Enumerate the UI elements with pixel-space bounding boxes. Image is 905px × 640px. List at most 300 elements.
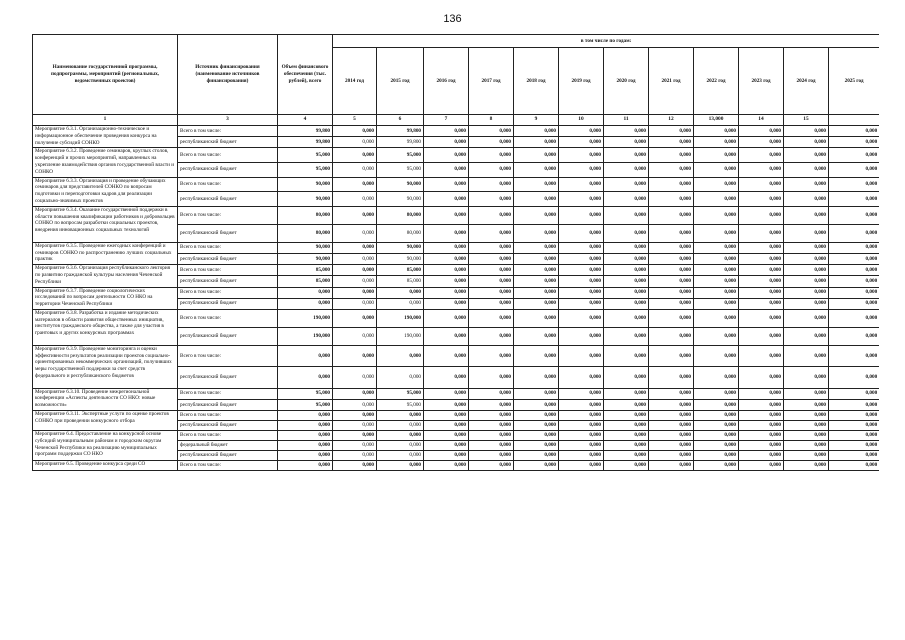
year-value: 0,000 [829, 206, 880, 224]
year-value: 0,000 [694, 177, 739, 192]
year-value: 0,000 [694, 411, 739, 421]
year-value: 0,000 [649, 137, 694, 148]
year-value: 0,000 [829, 367, 880, 388]
year-value: 190,000 [377, 309, 424, 327]
funding-source: Всего в том числе: [178, 411, 278, 421]
year-value: 0,000 [649, 253, 694, 264]
year-value: 0,000 [424, 411, 469, 421]
year-value: 0,000 [377, 345, 424, 366]
year-value: 0,000 [514, 441, 559, 451]
funding-source: республиканский бюджет [178, 451, 278, 461]
year-value: 0,000 [604, 253, 649, 264]
year-value: 0,000 [469, 126, 514, 137]
year-value: 0,000 [829, 411, 880, 421]
year-value: 0,000 [469, 309, 514, 327]
year-value: 0,000 [829, 309, 880, 327]
funding-source: федеральный бюджет [178, 441, 278, 451]
year-value: 0,000 [514, 451, 559, 461]
year-value: 0,000 [469, 177, 514, 192]
year-value: 0,000 [829, 327, 880, 345]
year-value: 0,000 [469, 411, 514, 421]
funding-source: Всего в том числе: [178, 242, 278, 253]
year-value: 0,000 [739, 276, 784, 287]
funding-source: республиканский бюджет [178, 253, 278, 264]
year-value: 0,000 [739, 367, 784, 388]
year-value: 0,000 [604, 224, 649, 242]
year-value: 0,000 [604, 461, 649, 471]
table-row [33, 242, 880, 253]
year-value: 0,000 [739, 451, 784, 461]
year-value: 0,000 [739, 206, 784, 224]
header-year: 2018 год [514, 48, 559, 115]
year-value: 0,000 [333, 411, 377, 421]
year-value: 0,000 [649, 431, 694, 441]
year-value: 0,000 [829, 421, 880, 431]
year-value: 0,000 [559, 441, 604, 451]
year-value: 0,000 [559, 253, 604, 264]
year-value: 0,000 [514, 137, 559, 148]
total-value: 0,000 [278, 411, 333, 421]
year-value: 0,000 [333, 137, 377, 148]
funding-source: Всего в том числе: [178, 287, 278, 298]
year-value: 0,000 [829, 298, 880, 309]
year-value: 0,000 [469, 148, 514, 163]
year-value: 0,000 [469, 206, 514, 224]
year-value: 0,000 [469, 441, 514, 451]
year-value: 0,000 [829, 242, 880, 253]
index-cell: 3 [178, 115, 278, 126]
year-value: 0,000 [739, 242, 784, 253]
year-value: 90,000 [377, 192, 424, 207]
year-value: 0,000 [829, 192, 880, 207]
year-value: 0,000 [739, 388, 784, 399]
year-value: 0,000 [694, 441, 739, 451]
table-row [33, 126, 880, 137]
year-value: 0,000 [469, 399, 514, 410]
year-value: 0,000 [469, 265, 514, 276]
year-value: 90,000 [377, 253, 424, 264]
year-value: 0,000 [784, 287, 829, 298]
year-value: 0,000 [649, 162, 694, 177]
year-value: 0,000 [604, 242, 649, 253]
year-value: 0,000 [739, 298, 784, 309]
year-value: 0,000 [424, 345, 469, 366]
year-value: 0,000 [424, 224, 469, 242]
year-value: 0,000 [784, 421, 829, 431]
year-value: 0,000 [333, 287, 377, 298]
total-value: 95,000 [278, 388, 333, 399]
year-value: 0,000 [559, 206, 604, 224]
year-value: 0,000 [424, 388, 469, 399]
year-value: 0,000 [469, 192, 514, 207]
total-value: 0,000 [278, 287, 333, 298]
year-value: 0,000 [604, 276, 649, 287]
year-value: 0,000 [514, 265, 559, 276]
index-cell: 6 [377, 115, 424, 126]
year-value: 0,000 [559, 451, 604, 461]
year-value: 0,000 [829, 177, 880, 192]
table-row [33, 461, 880, 471]
year-value: 0,000 [649, 242, 694, 253]
year-value: 0,000 [469, 388, 514, 399]
year-value: 0,000 [424, 327, 469, 345]
year-value: 80,000 [377, 224, 424, 242]
year-value: 0,000 [739, 148, 784, 163]
year-value: 0,000 [829, 148, 880, 163]
year-value: 0,000 [739, 137, 784, 148]
year-value: 0,000 [604, 451, 649, 461]
year-value: 0,000 [604, 148, 649, 163]
header-year: 2024 год [784, 48, 829, 115]
year-value: 0,000 [649, 451, 694, 461]
funding-source: республиканский бюджет [178, 327, 278, 345]
measure-name: Мероприятие 6.3.10. Проведение межрегиональной конференции «Аспекты деятельности СО НКО: новые возможности» [33, 388, 178, 410]
year-value: 0,000 [424, 461, 469, 471]
year-value: 0,000 [604, 126, 649, 137]
year-value: 0,000 [784, 137, 829, 148]
year-value: 0,000 [559, 192, 604, 207]
year-value: 0,000 [514, 253, 559, 264]
year-value: 0,000 [559, 137, 604, 148]
year-value: 0,000 [424, 431, 469, 441]
total-value: 0,000 [278, 461, 333, 471]
year-value: 0,000 [514, 399, 559, 410]
header-year: 2019 год [559, 48, 604, 115]
total-value: 85,000 [278, 265, 333, 276]
year-value: 0,000 [784, 224, 829, 242]
year-value: 0,000 [604, 192, 649, 207]
year-value: 0,000 [559, 298, 604, 309]
funding-source: Всего в том числе: [178, 206, 278, 224]
index-cell: 14 [739, 115, 784, 126]
year-value: 99,800 [377, 126, 424, 137]
year-value: 0,000 [649, 148, 694, 163]
year-value: 0,000 [739, 399, 784, 410]
year-value: 0,000 [739, 421, 784, 431]
year-value: 0,000 [694, 148, 739, 163]
header-year: 2016 год [424, 48, 469, 115]
total-value: 80,000 [278, 206, 333, 224]
funding-source: республиканский бюджет [178, 399, 278, 410]
year-value: 0,000 [559, 148, 604, 163]
year-value: 0,000 [829, 461, 880, 471]
year-value: 0,000 [333, 242, 377, 253]
funding-source: республиканский бюджет [178, 421, 278, 431]
year-value: 190,000 [377, 327, 424, 345]
year-value: 0,000 [514, 309, 559, 327]
year-value: 0,000 [784, 253, 829, 264]
index-cell: 9 [514, 115, 559, 126]
year-value: 99,800 [377, 137, 424, 148]
funding-source: Всего в том числе: [178, 388, 278, 399]
year-value: 0,000 [424, 287, 469, 298]
index-cell: 13,000 [694, 115, 739, 126]
funding-source: Всего в том числе: [178, 309, 278, 327]
funding-source: республиканский бюджет [178, 298, 278, 309]
year-value: 0,000 [649, 461, 694, 471]
year-value: 0,000 [514, 287, 559, 298]
year-value: 0,000 [333, 126, 377, 137]
year-value: 0,000 [377, 461, 424, 471]
year-value: 0,000 [424, 253, 469, 264]
year-value: 0,000 [559, 242, 604, 253]
year-value: 0,000 [469, 253, 514, 264]
year-value: 0,000 [424, 148, 469, 163]
measure-name: Мероприятие 6.3.2. Проведение семинаров, круглых столов, конференций и прочих мероприятий, направленных на укрепление взаимодействия органов государственной власти и СОНКО [33, 148, 178, 177]
year-value: 0,000 [377, 367, 424, 388]
total-value: 0,000 [278, 345, 333, 366]
year-value: 0,000 [604, 345, 649, 366]
measure-name: Мероприятие 6.3.3. Организация и проведение обучающих семинаров для представителей СОНКО по вопросам подготовки и переподготовки кадров для реализации социально-значимых проектов [33, 177, 178, 206]
year-value: 0,000 [333, 367, 377, 388]
year-value: 0,000 [604, 399, 649, 410]
year-value: 0,000 [784, 388, 829, 399]
year-value: 0,000 [559, 287, 604, 298]
total-value: 90,000 [278, 242, 333, 253]
year-value: 0,000 [333, 345, 377, 366]
year-value: 0,000 [333, 192, 377, 207]
year-value: 0,000 [514, 298, 559, 309]
table-row [33, 177, 880, 192]
year-value: 0,000 [559, 162, 604, 177]
year-value: 0,000 [694, 388, 739, 399]
year-value: 0,000 [604, 137, 649, 148]
year-value: 0,000 [649, 309, 694, 327]
year-value: 0,000 [604, 441, 649, 451]
year-value: 0,000 [694, 126, 739, 137]
year-value: 0,000 [424, 137, 469, 148]
total-value: 90,000 [278, 192, 333, 207]
year-value: 0,000 [739, 265, 784, 276]
year-value: 0,000 [424, 242, 469, 253]
year-value: 0,000 [333, 253, 377, 264]
year-value: 0,000 [559, 411, 604, 421]
year-value: 0,000 [784, 399, 829, 410]
year-value: 0,000 [739, 411, 784, 421]
year-value: 80,000 [377, 206, 424, 224]
year-value: 0,000 [694, 421, 739, 431]
total-value: 190,000 [278, 309, 333, 327]
year-value: 0,000 [829, 431, 880, 441]
year-value: 0,000 [694, 253, 739, 264]
year-value: 0,000 [333, 162, 377, 177]
year-value: 0,000 [649, 345, 694, 366]
year-value: 0,000 [424, 298, 469, 309]
year-value: 0,000 [694, 242, 739, 253]
year-value: 0,000 [469, 367, 514, 388]
index-cell: 12 [649, 115, 694, 126]
funding-source: Всего в том числе: [178, 265, 278, 276]
header-year: 2014 год [333, 48, 377, 115]
year-value: 0,000 [604, 298, 649, 309]
year-value: 95,000 [377, 162, 424, 177]
year-value: 0,000 [694, 224, 739, 242]
year-value: 0,000 [649, 367, 694, 388]
funding-source: республиканский бюджет [178, 137, 278, 148]
year-value: 0,000 [469, 162, 514, 177]
table-row [33, 345, 880, 366]
year-value: 0,000 [784, 309, 829, 327]
measure-name: Мероприятие 6.3.5. Проведение ежегодных конференций и семинаров СОНКО по распространению лучших социальных практик [33, 242, 178, 264]
year-value: 0,000 [377, 298, 424, 309]
financing-table-sheet [32, 34, 879, 634]
total-value: 99,800 [278, 137, 333, 148]
total-value: 0,000 [278, 367, 333, 388]
index-row [33, 115, 880, 126]
table-row [33, 206, 880, 224]
year-value: 0,000 [649, 276, 694, 287]
year-value: 0,000 [514, 126, 559, 137]
year-value: 0,000 [333, 431, 377, 441]
header-year: 2017 год [469, 48, 514, 115]
year-value: 0,000 [469, 431, 514, 441]
year-value: 0,000 [739, 345, 784, 366]
year-value: 0,000 [694, 265, 739, 276]
year-value: 0,000 [694, 206, 739, 224]
year-value: 85,000 [377, 265, 424, 276]
year-value: 0,000 [739, 192, 784, 207]
year-value: 0,000 [604, 177, 649, 192]
year-value: 0,000 [604, 265, 649, 276]
year-value: 0,000 [694, 451, 739, 461]
year-value: 0,000 [333, 265, 377, 276]
year-value: 0,000 [333, 327, 377, 345]
year-value: 0,000 [424, 192, 469, 207]
year-value: 0,000 [649, 206, 694, 224]
year-value: 0,000 [333, 206, 377, 224]
year-value: 0,000 [784, 162, 829, 177]
year-value: 0,000 [604, 421, 649, 431]
year-value: 0,000 [559, 399, 604, 410]
year-value: 0,000 [604, 327, 649, 345]
year-value: 0,000 [829, 162, 880, 177]
year-value: 0,000 [694, 192, 739, 207]
table-row [33, 265, 880, 276]
total-value: 0,000 [278, 431, 333, 441]
year-value: 0,000 [829, 345, 880, 366]
year-value: 95,000 [377, 148, 424, 163]
year-value: 0,000 [784, 298, 829, 309]
year-value: 0,000 [829, 126, 880, 137]
year-value: 0,000 [784, 276, 829, 287]
total-value: 90,000 [278, 177, 333, 192]
year-value: 0,000 [559, 345, 604, 366]
year-value: 0,000 [333, 298, 377, 309]
year-value: 0,000 [739, 162, 784, 177]
index-cell: 8 [469, 115, 514, 126]
year-value: 0,000 [559, 461, 604, 471]
funding-source: республиканский бюджет [178, 224, 278, 242]
year-value: 0,000 [469, 276, 514, 287]
year-value: 0,000 [649, 388, 694, 399]
year-value: 0,000 [649, 327, 694, 345]
year-value: 0,000 [694, 461, 739, 471]
year-value: 0,000 [559, 126, 604, 137]
year-value: 0,000 [649, 421, 694, 431]
year-value: 0,000 [469, 137, 514, 148]
year-value: 0,000 [469, 461, 514, 471]
year-value: 0,000 [739, 177, 784, 192]
year-value: 0,000 [469, 451, 514, 461]
year-value: 90,000 [377, 177, 424, 192]
year-value: 0,000 [694, 309, 739, 327]
table-row [33, 411, 880, 421]
year-value: 0,000 [469, 224, 514, 242]
year-value: 0,000 [694, 431, 739, 441]
header-year: 2022 год [694, 48, 739, 115]
measure-name: Мероприятие 6.3.11. Экспертные услуги по оценке проектов СОНКО при проведении конкурсного отбора [33, 411, 178, 431]
header-source: Источник финансирования (наименование источников финансирования) [178, 35, 278, 115]
year-value: 0,000 [784, 441, 829, 451]
total-value: 0,000 [278, 451, 333, 461]
year-value: 0,000 [469, 298, 514, 309]
year-value: 0,000 [694, 399, 739, 410]
year-value: 0,000 [649, 399, 694, 410]
year-value: 0,000 [604, 431, 649, 441]
index-cell: 1 [33, 115, 178, 126]
year-value: 0,000 [739, 287, 784, 298]
measure-name: Мероприятие 6.5. Проведение конкурса среди СО [33, 461, 178, 471]
index-cell: 4 [278, 115, 333, 126]
year-value: 0,000 [739, 461, 784, 471]
funding-source: Всего в том числе: [178, 126, 278, 137]
year-value: 0,000 [604, 162, 649, 177]
year-value: 0,000 [784, 242, 829, 253]
year-value: 0,000 [514, 411, 559, 421]
year-value: 0,000 [559, 327, 604, 345]
year-value: 0,000 [514, 206, 559, 224]
year-value: 0,000 [604, 287, 649, 298]
year-value: 0,000 [694, 276, 739, 287]
year-value: 0,000 [333, 461, 377, 471]
table-row [33, 388, 880, 399]
total-value: 95,000 [278, 162, 333, 177]
year-value: 0,000 [829, 253, 880, 264]
year-value: 0,000 [424, 309, 469, 327]
year-value: 0,000 [559, 421, 604, 431]
year-value: 0,000 [739, 224, 784, 242]
year-value: 95,000 [377, 388, 424, 399]
year-value: 0,000 [829, 388, 880, 399]
year-value: 0,000 [784, 327, 829, 345]
year-value: 0,000 [514, 148, 559, 163]
index-cell: 5 [333, 115, 377, 126]
total-value: 99,800 [278, 126, 333, 137]
measure-name: Мероприятие 6.3.4. Оказание государственной поддержки в области повышения квалификации работников и добровольцев СОНКО по вопросам разработки социальных проектов, внедрения инновационных социальных технологий [33, 206, 178, 242]
year-value: 0,000 [559, 265, 604, 276]
year-value: 0,000 [377, 441, 424, 451]
year-value: 0,000 [784, 148, 829, 163]
year-value: 0,000 [559, 224, 604, 242]
year-value: 0,000 [333, 224, 377, 242]
table-row [33, 309, 880, 327]
year-value: 0,000 [333, 276, 377, 287]
year-value: 90,000 [377, 242, 424, 253]
year-value: 0,000 [784, 431, 829, 441]
year-value: 0,000 [424, 441, 469, 451]
funding-source: Всего в том числе: [178, 461, 278, 471]
index-cell: 15 [784, 115, 829, 126]
year-value: 0,000 [377, 421, 424, 431]
total-value: 80,000 [278, 224, 333, 242]
total-value: 0,000 [278, 421, 333, 431]
funding-source: Всего в том числе: [178, 345, 278, 366]
year-value: 0,000 [694, 298, 739, 309]
year-value: 0,000 [649, 411, 694, 421]
year-value: 0,000 [469, 421, 514, 431]
year-value: 0,000 [424, 177, 469, 192]
year-value: 0,000 [424, 162, 469, 177]
